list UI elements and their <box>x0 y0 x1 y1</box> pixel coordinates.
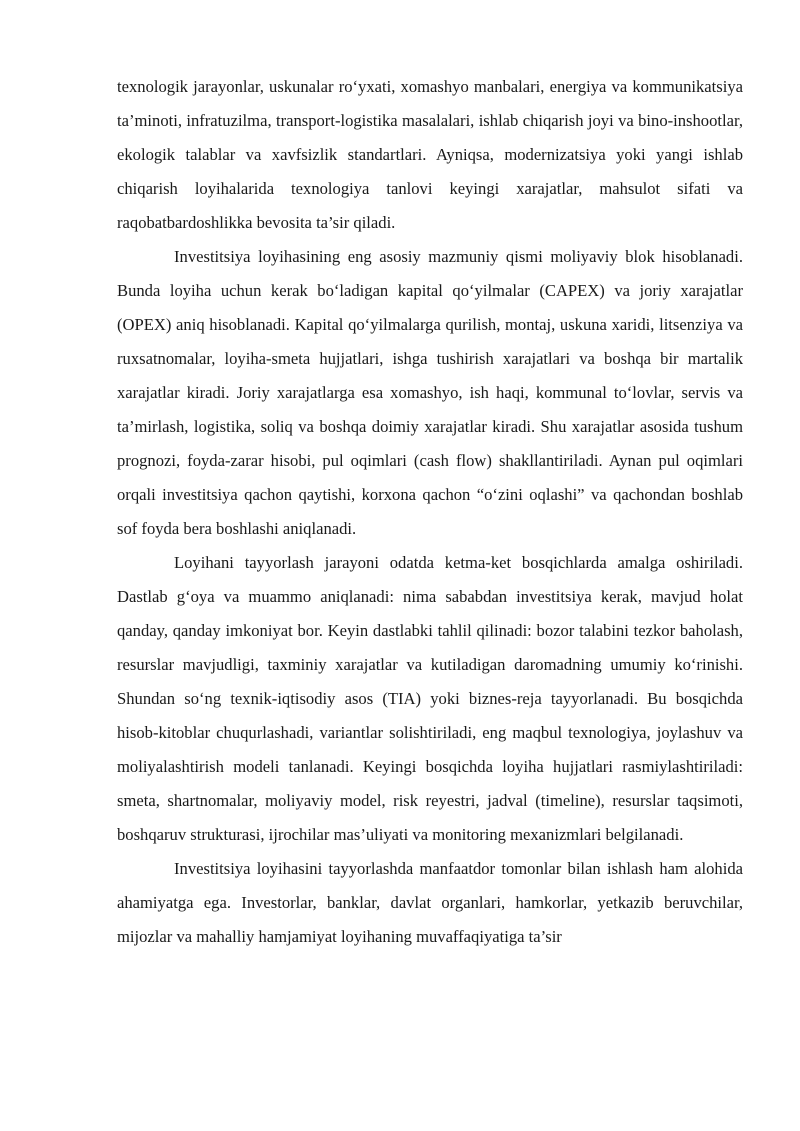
paragraph-stakeholders: Investitsiya loyihasini tayyorlashda manfaatdor tomonlar bilan ishlash ham alohida ahamiyatga ega. Investorlar, banklar, davlat organlari, hamkorlar, yetkazib beruvchilar, mijozlar va mahalliy hamjamiyat loyihaning muvaffaqiyatiga ta’sir <box>117 859 743 946</box>
paragraph-financial-block: Investitsiya loyihasining eng asosiy mazmuniy qismi moliyaviy blok hisoblanadi. Bunda loyiha uchun kerak bo‘ladigan kapital qo‘yilmalar (CAPEX) va joriy xarajatlar (OPEX) aniq hisoblanadi. Kapital qo‘yilmalarga qurilish, montaj, uskuna xaridi, litsenziya va ruxsatnomalar, loyiha-smeta hujjatlari, ishga tushirish xarajatlari va boshqa bir martalik xarajatlar kiradi. Joriy xarajatlarga esa xomashyo, ish haqi, kommunal to‘lovlar, servis va ta’mirlash, logistika, soliq va boshqa doimiy xarajatlar kiradi. Shu xarajatlar asosida tushum prognozi, foyda-zarar hisobi, pul oqimlari (cash flow) shakllantiriladi. Aynan pul oqimlari orqali investitsiya qachon qaytishi, korxona qachon “o‘zini oqlashi” va qachondan boshlab sof foyda bera boshlashi aniqlanadi. <box>117 247 743 538</box>
document-page <box>117 70 743 954</box>
paragraph-preparation-stages: Loyihani tayyorlash jarayoni odatda ketma-ket bosqichlarda amalga oshiriladi. Dastlab g‘oya va muammo aniqlanadi: nima sababdan investitsiya kerak, mavjud holat qanday, qanday imkoniyat bor. Keyin dastlabki tahlil qilinadi: bozor talabini tezkor baholash, resurslar mavjudligi, taxminiy xarajatlar va kutiladigan daromadning umumiy ko‘rinishi. Shundan so‘ng texnik-iqtisodiy asos (TIA) yoki biznes-reja tayyorlanadi. Bu bosqichda hisob-kitoblar chuqurlashadi, variantlar solishtiriladi, eng maqbul texnologiya, joylashuv va moliyalashtirish modeli tanlanadi. Keyingi bosqichda loyiha hujjatlari rasmiylashtiriladi: smeta, shartnomalar, moliyaviy model, risk reyestri, jadval (timeline), resurslar taqsimoti, boshqaruv strukturasi, ijrochilar mas’uliyati va monitoring mexanizmlari belgilanadi. <box>117 553 743 844</box>
paragraph-technical-block: texnologik jarayonlar, uskunalar ro‘yxati, xomashyo manbalari, energiya va kommunikatsiya ta’minoti, infratuzilma, transport-logistika masalalari, ishlab chiqarish joyi va bino-inshootlar, ekologik talablar va xavfsizlik standartlari. Ayniqsa, modernizatsiya yoki yangi ishlab chiqarish loyihalarida texnologiya tanlovi keyingi xarajatlar, mahsulot sifati va raqobatbardoshlikka bevosita ta’sir qiladi. <box>117 77 743 232</box>
